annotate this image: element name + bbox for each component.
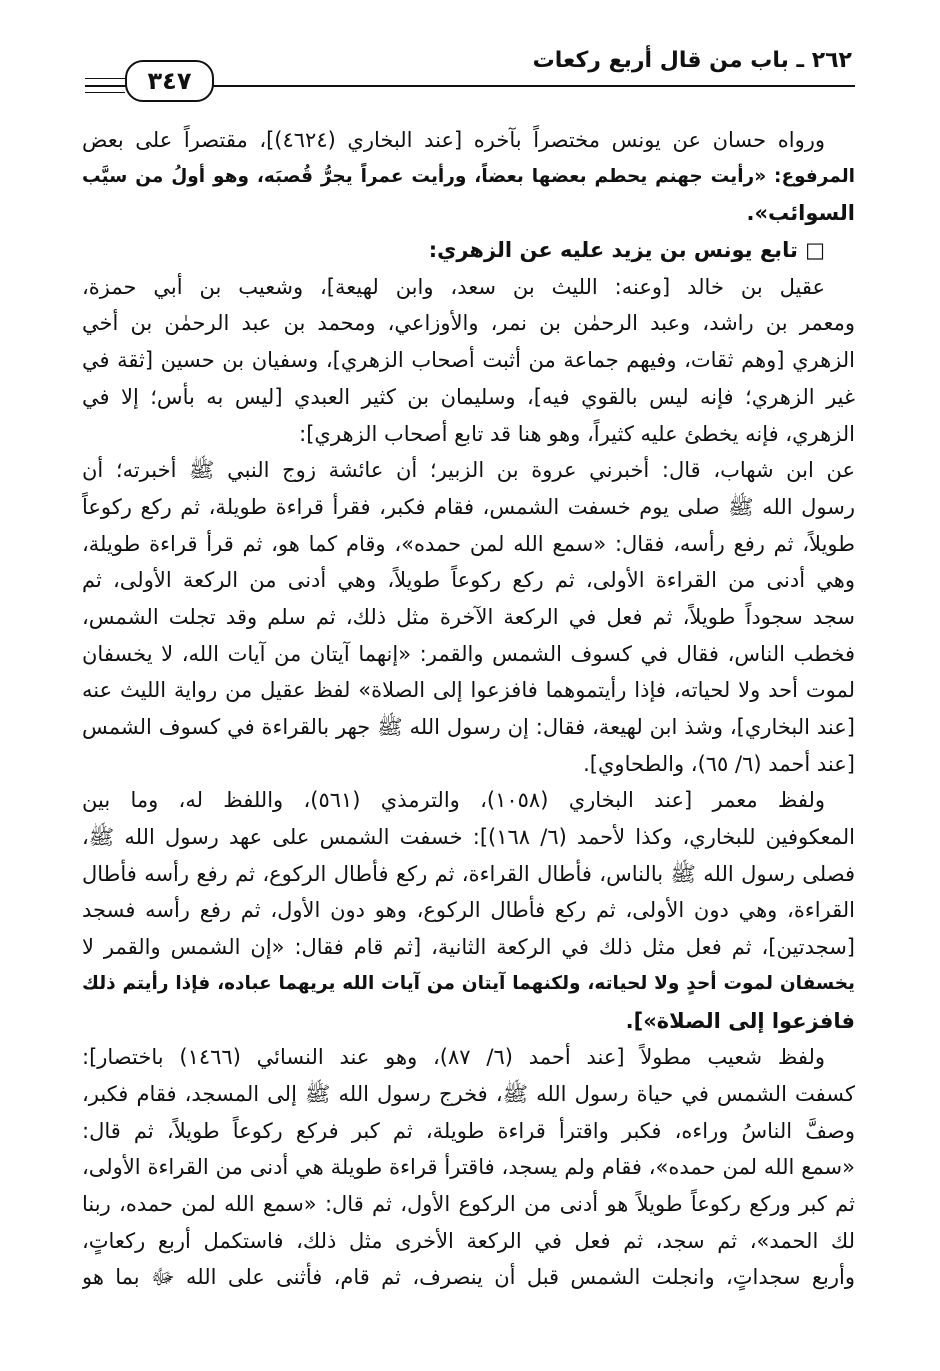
header-ornament-line (85, 92, 125, 93)
text-line: رسول الله ﷺ صلى يوم خسفت الشمس، فقام فكبر، فقرأ قراءة طويلة، ثم ركع ركوعاً (82, 494, 855, 519)
text-line: وأربع سجداتٍ، وانجلت الشمس قبل أن ينصرف، ثم قام، فأثنى على الله ﷻ بما هو (82, 1265, 855, 1290)
text-line: الزهري، فإنه يخطئ عليه كثيراً، وهو هنا قد تابع أصحاب الزهري]: (299, 421, 855, 446)
text-line: [سجدتين]، ثم فعل مثل ذلك في الركعة الثانية، [ثم قام فقال: «إن الشمس والقمر لا (82, 935, 855, 960)
text-line: وهي أدنى من القراءة الأولى، ثم ركع ركوعاً طويلاً، وهي أدنى من الركعة الأولى، ثم (82, 568, 855, 593)
text-line: ومعمر بن راشد، وعبد الرحمٰن بن نمر، والأوزاعي، ومحمد بن عبد الرحمٰن بن أخي (82, 311, 855, 336)
header-ornament-line (85, 78, 125, 79)
text-line: ورواه حسان عن يونس مختصراً بآخره [عند البخاري (٤٦٢٤)]، مقتصراً على بعض (82, 128, 826, 152)
text-line: الزهري [وهم ثقات، وفيهم جماعة من أثبت أصحاب الزهري]، وسفيان بن حسين [ثقة في (82, 348, 855, 373)
text-line: [عند أحمد (٦/ ٦٥)، والطحاوي]. (583, 751, 855, 776)
text-line: فصلى رسول الله ﷺ بالناس، فأطال القراءة، ثم ركع فأطال الركوع، ثم رفع رأسه فأطال (82, 861, 855, 886)
text-line: وصفَّ الناسُ وراءه، فكبر واقترأ قراءة طويلة، ثم كبر فركع ركوعاً طويلاً، ثم قال: (82, 1118, 855, 1143)
text-line: كسفت الشمس في حياة رسول الله ﷺ، فخرج رسول الله ﷺ إلى المسجد، فقام فكبر، (82, 1081, 855, 1106)
text-line: لموت أحد ولا لحياته، فإذا رأيتموهما فافزعوا إلى الصلاة» لفظ عقيل من رواية الليث عنه (82, 678, 855, 703)
text-line: سجد سجوداً طويلاً، ثم فعل في الركعة الآخرة مثل ذلك، ثم سلم وقد تجلت الشمس، (82, 604, 855, 629)
text-line: المرفوع: «رأيت جهنم يحطم بعضها بعضاً، ورأيت عمراً يجرُّ قُصبَه، وهو أولُ من سيَّب (82, 165, 855, 187)
text-line: ولفظ معمر [عند البخاري (١٠٥٨)، والترمذي (٥٦١)، واللفظ له، وما بين (82, 788, 825, 813)
text-line: غير الزهري؛ فإنه ليس بالقوي فيه]، وسليمان بن كثير العبدي [ليس به بأس؛ إلا في (82, 384, 855, 409)
text-line: [عند البخاري]، وشذ ابن لهيعة، فقال: إن رسول الله ﷺ جهر بالقراءة في كسوف الشمس (82, 715, 855, 739)
text-line: يخسفان لموت أحدٍ ولا لحياته، ولكنهما آيتان من آيات الله يريهما عباده، فإذا رأيتم ذلك (82, 972, 855, 994)
text-line: المعكوفين للبخاري، وكذا لأحمد (٦/ ١٦٨)]: خسفت الشمس على عهد رسول الله ﷺ، (82, 825, 855, 850)
section-heading: □ تابع يونس بن يزيد عليه عن الزهري: (428, 238, 825, 263)
text-line: ثم كبر وركع ركوعاً طويلاً هو أدنى من الركوع الأول، ثم قال: «سمع الله لمن حمده، ربنا (82, 1191, 855, 1216)
text-line: فافزعوا إلى الصلاة»]. (625, 1008, 855, 1033)
chapter-title: ٢٦٢ ـ باب من قال أربع ركعات (532, 48, 852, 73)
page-body (82, 122, 855, 1296)
text-line: عن ابن شهاب، قال: أخبرني عروة بن الزبير؛ أن عائشة زوج النبي ﷺ أخبرته؛ أن (82, 458, 855, 483)
text-line: طويلاً، ثم رفع رأسه، فقال: «سمع الله لمن حمده»، وقام كما هو، ثم قرأ قراءة طويلة، (82, 531, 855, 556)
text-line: «سمع الله لمن حمده»، فقام ولم يسجد، فاقترأ قراءة طويلة هي أدنى من القراءة الأولى، (82, 1155, 855, 1180)
text-line: لك الحمد»، ثم سجد، ثم فعل في الركعة الأخرى مثل ذلك، فاستكمل أربع ركعاتٍ، (82, 1228, 855, 1253)
page-number: ٣٤٧ (125, 60, 214, 102)
text-line: القراءة، وهي دون الأولى، ثم ركع فأطال الركوع، وهو دون الأول، ثم رفع رأسه فسجد (82, 898, 855, 923)
text-line: عقيل بن خالد [وعنه: الليث بن سعد، وابن لهيعة]، وشعيب بن أبي حمزة، (82, 274, 825, 299)
text-line: ولفظ شعيب مطولاً [عند أحمد (٦/ ٨٧)، وهو عند النسائي (١٤٦٦) باختصار]: (82, 1045, 825, 1070)
text-line: فخطب الناس، فقال في كسوف الشمس والقمر: «إنهما آيتان من آيات الله، لا يخسفان (82, 641, 855, 666)
text-line: السوائب». (746, 201, 855, 226)
